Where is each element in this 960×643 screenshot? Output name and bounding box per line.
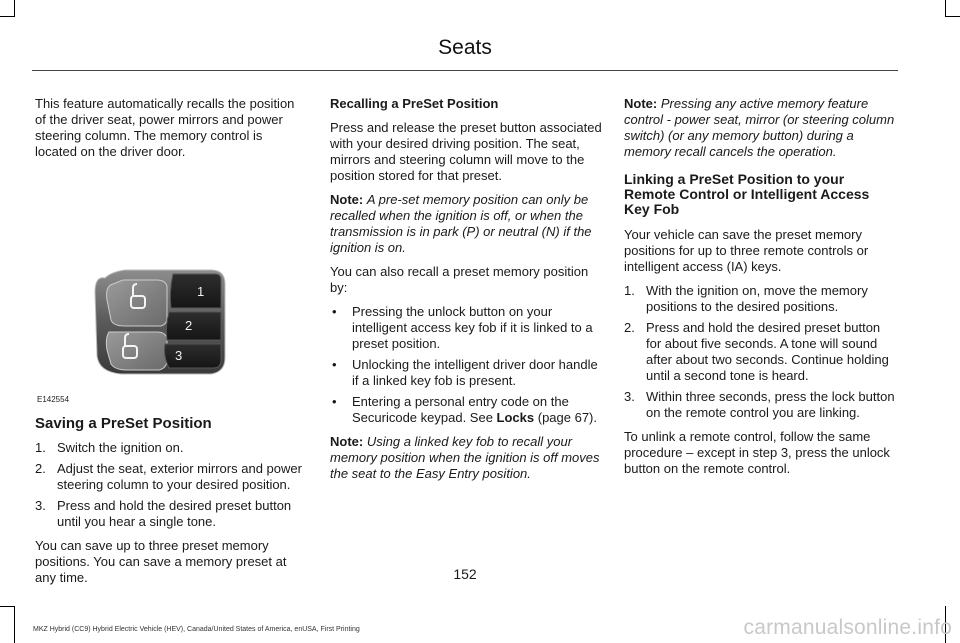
step-number: 1.	[624, 283, 635, 298]
recall-paragraph: Press and release the preset button associated with your desired driving position. The seat, mirrors and steering column will move to the position stored for that preset.	[330, 120, 602, 183]
bullet: •	[332, 357, 337, 372]
note-label: Note:	[624, 96, 658, 111]
column-3	[624, 96, 896, 485]
crop-mark-top-left-v	[14, 0, 15, 17]
list-item	[330, 394, 602, 426]
preset-1-label: 1	[197, 284, 205, 299]
list-item	[624, 283, 896, 315]
recall-by-paragraph: You can also recall a preset memory position by:	[330, 264, 589, 295]
note-2	[330, 434, 602, 482]
step-number: 2.	[624, 320, 635, 335]
linking-steps	[624, 283, 896, 421]
column-2	[330, 96, 602, 490]
memory-switch-illustration	[35, 168, 307, 398]
list-item	[330, 357, 602, 389]
note-label: Note:	[330, 192, 364, 207]
step-text: Switch the ignition on.	[57, 440, 184, 455]
recall-heading: Recalling a PreSet Position	[330, 96, 499, 111]
step-number: 3.	[624, 389, 635, 404]
outro-paragraph: You can save up to three preset memory positions. You can save a memory preset at any time.	[35, 538, 287, 585]
note-text: A pre-set memory position can only be recalled when the ignition is off, or when the transmission is in park (P) or neutral (N) if the ignition is on.	[330, 192, 592, 255]
linking-paragraph: Your vehicle can save the preset memory positions for up to three remote controls or intelligent access (IA) keys.	[624, 227, 869, 274]
note-text: Pressing any active memory feature control - power seat, mirror (or steering column switch) (or any memory button) during a memory recall cancels the operation.	[624, 96, 895, 159]
page-title: Seats	[438, 36, 492, 59]
step-number: 3.	[35, 498, 46, 513]
note-3	[624, 96, 896, 160]
figure-caption: E142554	[37, 395, 70, 404]
step-number: 1.	[35, 440, 46, 455]
watermark: carmanualsonline.info	[743, 616, 952, 639]
saving-steps	[35, 440, 307, 530]
bullet-text-pre: Entering a personal entry code on the Securicode keypad. See	[352, 394, 569, 425]
list-item	[35, 461, 307, 493]
list-item	[35, 440, 307, 456]
linking-heading: Linking a PreSet Position to your Remote Control or Intelligent Access Key Fob	[624, 171, 870, 217]
recall-methods	[330, 304, 602, 426]
bullet-text: Unlocking the intelligent driver door handle if a linked key fob is present.	[352, 357, 598, 388]
locks-link[interactable]: Locks	[496, 410, 535, 425]
note-1	[330, 192, 602, 256]
step-text: Adjust the seat, exterior mirrors and power steering column to your desired position.	[57, 461, 302, 492]
crop-mark-bottom-left-h	[0, 606, 15, 607]
saving-heading: Saving a PreSet Position	[35, 415, 212, 432]
step-number: 2.	[35, 461, 46, 476]
crop-mark-top-right-v	[945, 0, 946, 17]
step-text: Within three seconds, press the lock button on the remote control you are linking.	[646, 389, 895, 420]
preset-2-label: 2	[185, 318, 193, 333]
header-divider	[32, 70, 898, 71]
list-item	[330, 304, 602, 352]
crop-mark-bottom-left-v	[14, 606, 15, 643]
list-item	[35, 498, 307, 530]
intro-paragraph: This feature automatically recalls the position of the driver seat, power mirrors and power steering column. The memory control is located on the driver door.	[35, 96, 295, 159]
note-label: Note:	[330, 434, 364, 449]
bullet: •	[332, 394, 337, 409]
crop-mark-top-left-h	[0, 16, 15, 17]
bullet-text: Pressing the unlock button on your intelligent access key fob if it is linked to a preset position.	[352, 304, 593, 351]
list-item	[624, 389, 896, 421]
step-text: Press and hold the desired preset button until you hear a single tone.	[57, 498, 292, 529]
note-text: Using a linked key fob to recall your memory position when the ignition is off moves the seat to the Easy Entry position.	[330, 434, 600, 481]
preset-3-label: 3	[175, 348, 183, 363]
page-number: 152	[453, 566, 477, 582]
bullet-text-post: (page 67).	[534, 410, 597, 425]
step-text: With the ignition on, move the memory positions to the desired positions.	[646, 283, 868, 314]
column-1	[35, 96, 307, 594]
crop-mark-top-right-h	[945, 16, 960, 17]
unlink-paragraph: To unlink a remote control, follow the same procedure – except in step 3, press the unlock button on the remote control.	[624, 429, 890, 476]
bullet: •	[332, 304, 337, 319]
document-info: MKZ Hybrid (CC9) Hybrid Electric Vehicle (HEV), Canada/United States of America, enUSA, First Printing	[33, 626, 360, 633]
list-item	[624, 320, 896, 384]
step-text: Press and hold the desired preset button for about five seconds. A tone will sound after about two seconds. Continue holding until a second tone is heard.	[646, 320, 889, 383]
memory-control-figure	[35, 168, 307, 404]
